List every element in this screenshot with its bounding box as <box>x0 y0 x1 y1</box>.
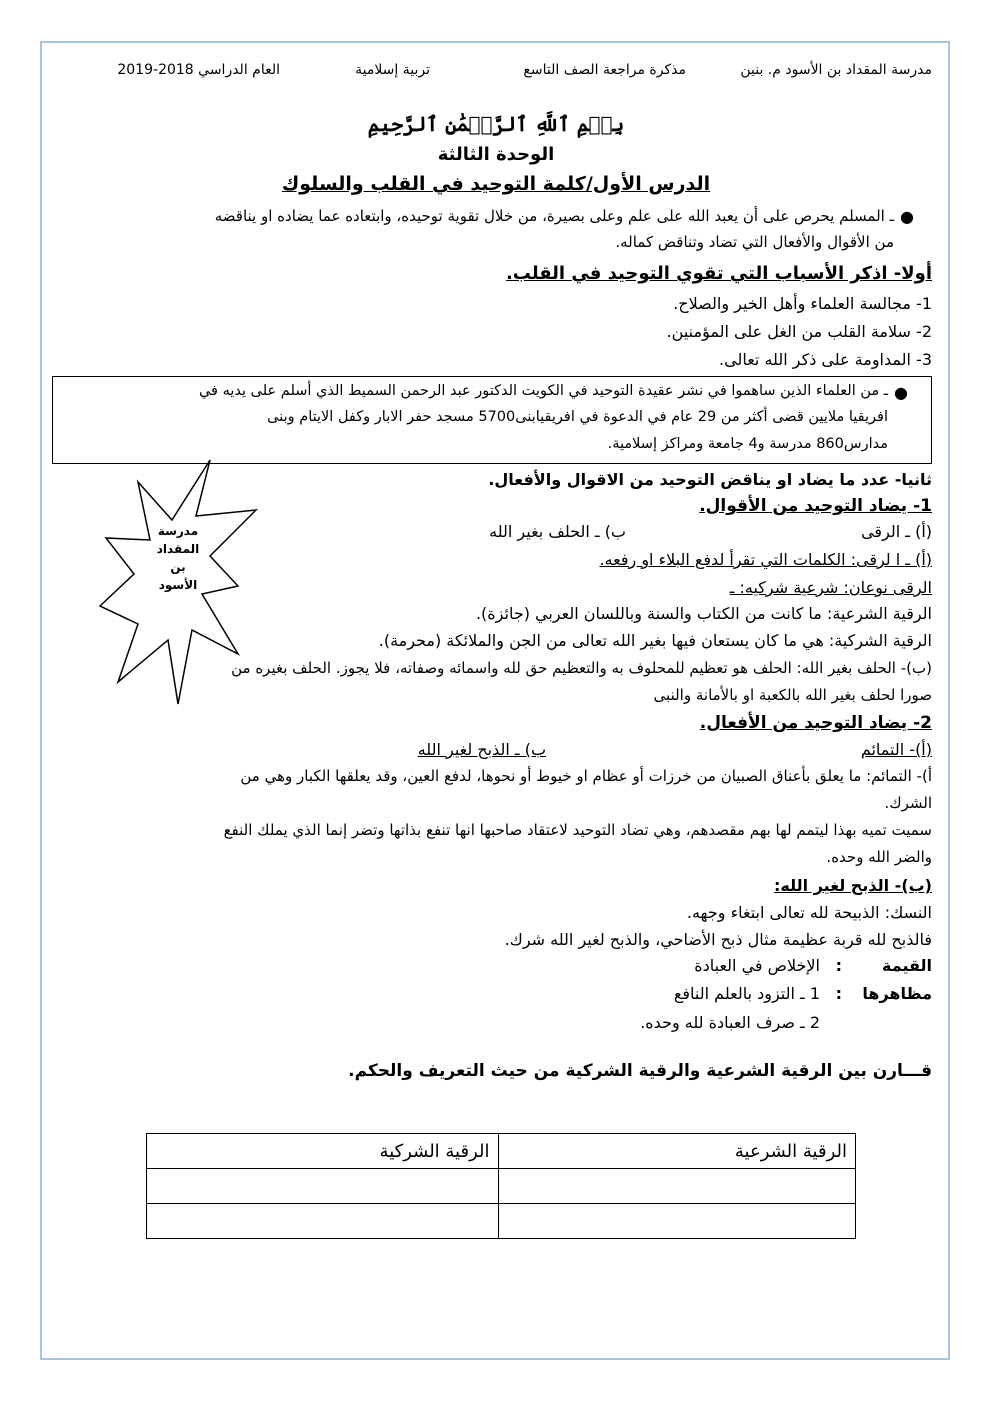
table-row <box>147 1204 856 1239</box>
school-year: العام الدراسي 2018-2019 <box>117 62 280 78</box>
amulet-line-3: سميت تميه بهذا ليتمم لها بهم مقصدهم، وهي تضاد التوحيد لاعتقاد صاحبها انها تنفع بذاتها وتضر إنما الذي يملك النفع <box>223 821 932 839</box>
ruqa-definition: (أ) ـ ا لرقى: الكلمات التي تقرأ لدفع البلاء او رفعه. <box>599 550 932 569</box>
amulet-line-4: والضر الله وحده. <box>826 848 932 866</box>
table-cell[interactable] <box>498 1204 856 1239</box>
section1-item-2: 2- سلامة القلب من الغل على المؤمنين. <box>666 322 932 341</box>
comparison-table <box>146 1133 856 1239</box>
intro-line-1: ـ المسلم يحرص على أن يعبد الله على علم وعلى بصيرة، من خلال تقوية توحيده، وابتعاده عما يضاده او يناقضه <box>214 207 894 225</box>
lesson-title: الدرس الأول/كلمة التوحيد في القلب والسلوك <box>281 173 711 195</box>
ruqa-shari: الرقية الشرعية: ما كانت من الكتاب والسنة وباللسان العربي (جائزة). <box>475 604 932 623</box>
star-label-line: المقداد <box>156 542 200 556</box>
ruqa-types: الرقى نوعان: شرعية شركيه: ـ <box>729 578 932 597</box>
subject-name: تربية إسلامية <box>355 62 430 78</box>
words-title: 1- يضاد التوحيد من الأقوال. <box>699 496 932 516</box>
section1-item-1: 1- مجالسة العلماء وأهل الخير والصلاح. <box>673 294 932 313</box>
star-label-line: بن <box>170 560 186 574</box>
intro-line-2: من الأقوال والأفعال التي تضاد وتناقض كماله. <box>615 233 894 251</box>
table-cell[interactable] <box>498 1169 856 1204</box>
box-line-2: افريقيا ملايين قضى أكثر من 29 عام في الدعوة في افريقيابنى5700 مسجد حفر الابار وكفل الايتام وبنى <box>267 409 888 425</box>
star-label-line: الأسود <box>158 578 198 592</box>
sacrifice-line-1: النسك: الذبيحة لله تعالى ابتغاء وجهه. <box>686 903 932 922</box>
sacrifice-line-2: فالذبح لله قربة عظيمة مثال ذبح الأضاحي، والذبح لغير الله شرك. <box>504 930 932 949</box>
amulet-line-1: أ)- التمائم: ما يعلق بأعناق الصبيان من خرزات أو عظام او خيوط أو نحوها، لدفع العين، وقد يعلقها الكبار وهي من <box>240 767 932 785</box>
table-cell[interactable] <box>147 1169 499 1204</box>
school-name: مدرسة المقداد بن الأسود م. بنين <box>740 62 932 78</box>
memo-title: مذكرة مراجعة الصف التاسع <box>523 62 686 78</box>
box-line-3: مدارس860 مدرسة و4 جامعة ومراكز إسلامية. <box>607 436 888 452</box>
oath-line-2: صورا لحلف بغير الله بالكعبة او بالأمانة والنبى <box>653 686 932 704</box>
unit-title: الوحدة الثالثة <box>437 144 555 165</box>
value-label: القيمة <box>882 956 932 975</box>
star-label <box>138 522 218 594</box>
deeds-title: 2- يضاد التوحيد من الأفعال. <box>699 713 932 733</box>
compare-prompt: قـــارن بين الرقية الشرعية والرقية الشركية من حيث التعريف والحكم. <box>348 1061 932 1081</box>
manifest-item-2: 2 ـ صرف العبادة لله وحده. <box>640 1013 820 1032</box>
star-label-line: مدرسة <box>157 524 199 538</box>
oath-line-1: (ب)- الحلف بغير الله: الحلف هو تعظيم للمحلوف به والتعظيم حق لله واسمائه وصفاته، فلا يجوز. الحلف بغيره من <box>231 659 932 677</box>
words-a: (أ) ـ الرقى <box>861 522 932 541</box>
words-b: ب) ـ الحلف بغير الله <box>489 522 626 541</box>
basmala: بِسۡمِ ٱللَّهِ ٱلرَّحۡمَٰنِ ٱلرَّحِيمِ <box>367 112 625 136</box>
ruqa-shirk: الرقية الشركية: هي ما كان يستعان فيها بغير الله تعالى من الجن والملائكة (محرمة). <box>378 631 932 650</box>
value-text: الإخلاص في العبادة <box>694 956 820 975</box>
table-cell[interactable] <box>147 1204 499 1239</box>
table-header-shirk: الرقية الشركية <box>147 1134 499 1169</box>
manifest-item-1: 1 ـ التزود بالعلم النافع <box>673 984 820 1003</box>
section1-title: أولا- اذكر الأسباب التي تقوي التوحيد في القلب. <box>505 263 932 284</box>
box-line-1: ـ من العلماء الذين ساهموا في نشر عقيدة التوحيد في الكويت الدكتور عبد الرحمن السميط الذي أسلم على يديه في <box>198 383 888 399</box>
section2-title: ثانيا- عدد ما يضاد او يناقض التوحيد من الاقوال والأفعال. <box>488 470 932 489</box>
section1-item-3: 3- المداومة على ذكر الله تعالى. <box>719 350 932 369</box>
value-colon: : <box>835 956 842 975</box>
manifest-label: مظاهرها <box>862 984 932 1003</box>
bullet-icon: ● <box>900 207 914 226</box>
table-row <box>147 1134 856 1169</box>
manifest-colon: : <box>835 984 842 1003</box>
sacrifice-title: (ب)- الذبح لغير الله: <box>774 876 932 895</box>
table-header-shari: الرقية الشرعية <box>498 1134 856 1169</box>
amulet-line-2: الشرك. <box>884 794 932 812</box>
deeds-b: ب) ـ الذبح لغير الله <box>417 740 546 759</box>
deeds-a: (أ)- التمائم <box>860 740 932 759</box>
table-row <box>147 1169 856 1204</box>
bullet-icon: ● <box>894 383 908 402</box>
